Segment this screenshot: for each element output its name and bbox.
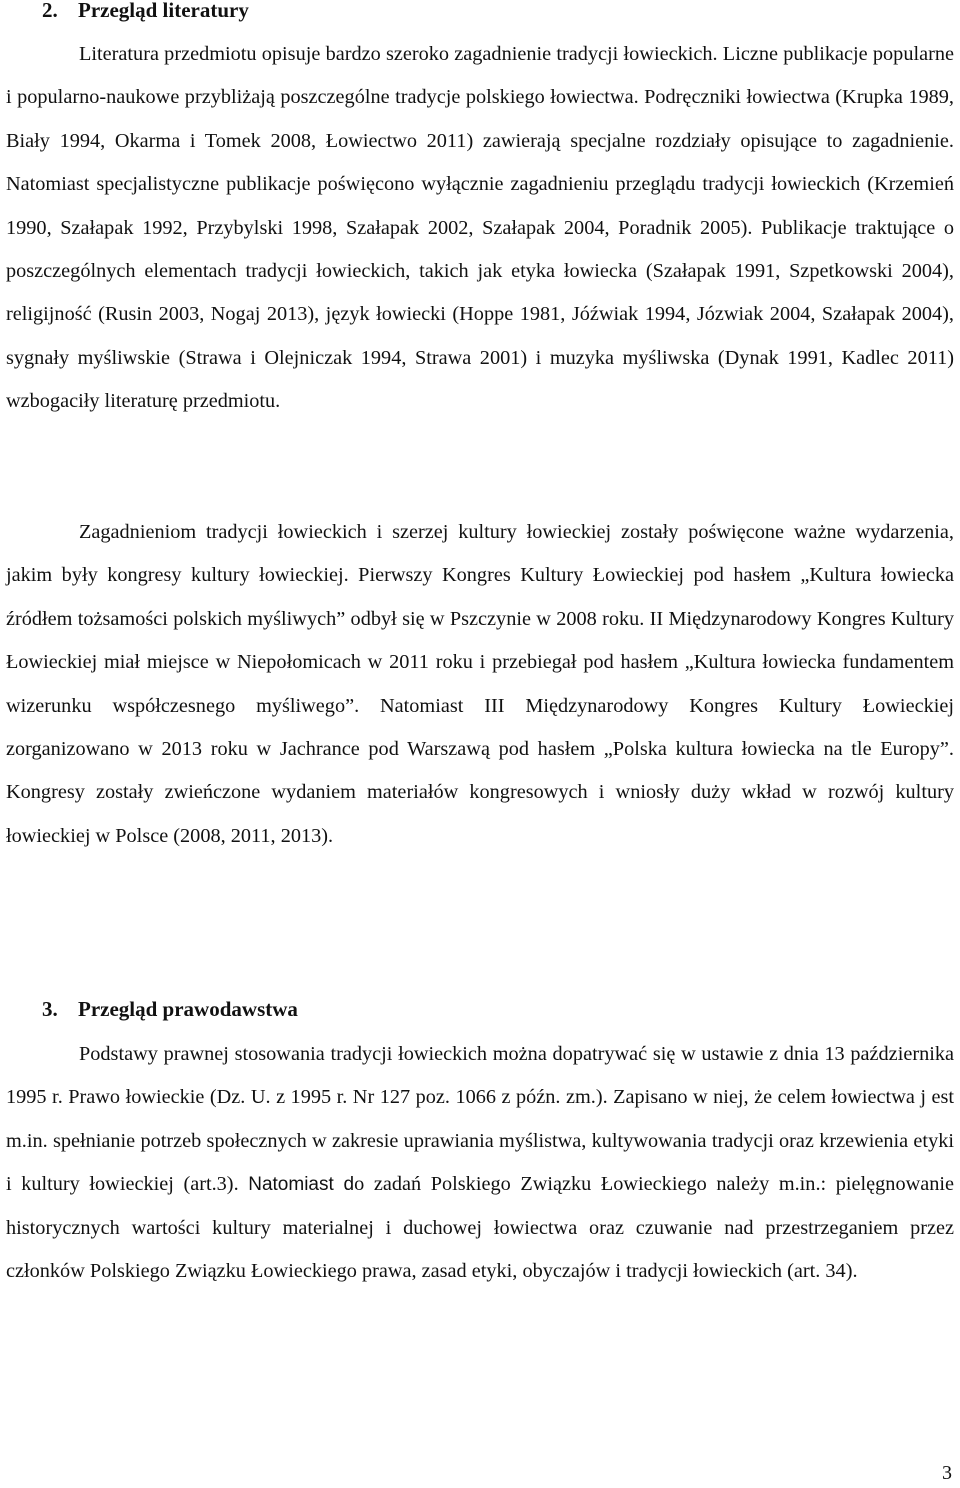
section-3-paragraph-1-part-2: o zadań Polskiego Związku Łowieckiego należy m.in.: pielęgnowanie historycznych wartości kultury materialnej i duchowej łowiectwa oraz czuwanie nad przestrzeganiem przez członków Polskiego Związku Łowieckiego prawa, zasad etyki, obyczajów i tradycji łowieckich (art. 34).	[6, 1173, 955, 1283]
page-number: 3	[942, 1462, 952, 1484]
section-3-paragraph-1-sans-fragment: Natomiast d	[248, 1174, 355, 1196]
section-3-heading	[42, 997, 298, 1022]
section-2-heading	[42, 0, 249, 23]
section-3-paragraph-1	[6, 1033, 954, 1293]
section-2-paragraph-1: Literatura przedmiotu opisuje bardzo szeroko zagadnienie tradycji łowieckich. Liczne publikacje popularne i popularno-naukowe przybliżają poszczególne tradycje polskiego łowiectwa. Podręczniki łowiectwa (Krupka 1989, Biały 1994, Okarma i Tomek 2008, Łowiectwo 2011) zawierają specjalne rozdziały opisujące to zagadnienie. Natomiast specjalistyczne publikacje poświęcono wyłącznie zagadnieniu przeglądu tradycji łowieckich (Krzemień 1990, Szałapak 1992, Przybylski 1998, Szałapak 2002, Szałapak 2004, Poradnik 2005). Publikacje traktujące o poszczególnych elementach tradycji łowieckich, takich jak etyka łowiecka (Szałapak 1991, Szpetkowski 2004), religijność (Rusin 2003, Nogaj 2013), język łowiecki (Hoppe 1981, Jóźwiak 1994, Józwiak 2004, Szałapak 2004), sygnały myśliwskie (Strawa i Olejniczak 1994, Strawa 2001) i muzyka myśliwska (Dynak 1991, Kadlec 2011) wzbogaciły literaturę przedmiotu.	[6, 43, 954, 413]
section-3-number: 3.	[42, 997, 58, 1021]
section-3-paragraph-1-part-1: Podstawy prawnej stosowania tradycji łowieckich można dopatrywać się w ustawie z dnia 13 października 1995 r. Prawo łowieckie (Dz. U. z 1995 r. Nr 127 poz. 1066 z późn. zm.). Zapisano w niej, że celem łowiectwa j est m.in. spełnianie potrzeb społecznych w zakresie uprawiania myślistwa, kultywowania tradycji oraz krzewienia etyki i kultury łowieckiej (art.3).	[6, 1043, 954, 1196]
section-2-number: 2.	[42, 0, 58, 22]
section-2-paragraph-2: Zagadnieniom tradycji łowieckich i szerzej kultury łowieckiej zostały poświęcone ważne wydarzenia, jakim były kongresy kultury łowieckiej. Pierwszy Kongres Kultury Łowieckiej pod hasłem „Kultura łowiecka źródłem tożsamości polskich myśliwych” odbył się w Pszczynie w 2008 roku. II Międzynarodowy Kongres Kultury Łowieckiej miał miejsce w Niepołomicach w 2011 roku i przebiegał pod hasłem „Kultura łowiecka fundamentem wizerunku współczesnego myśliwego”. Natomiast III Międzynarodowy Kongres Kultury Łowieckiej zorganizowano w 2013 roku w Jachrance pod Warszawą pod hasłem „Polska kultura łowiecka na tle Europy”. Kongresy zostały zwieńczone wydaniem materiałów kongresowych i wniosły duży wkład w rozwój kultury łowieckiej w Polsce (2008, 2011, 2013).	[6, 521, 954, 847]
section-3-title: Przegląd prawodawstwa	[78, 997, 298, 1021]
section-2-title: Przegląd literatury	[78, 0, 249, 22]
